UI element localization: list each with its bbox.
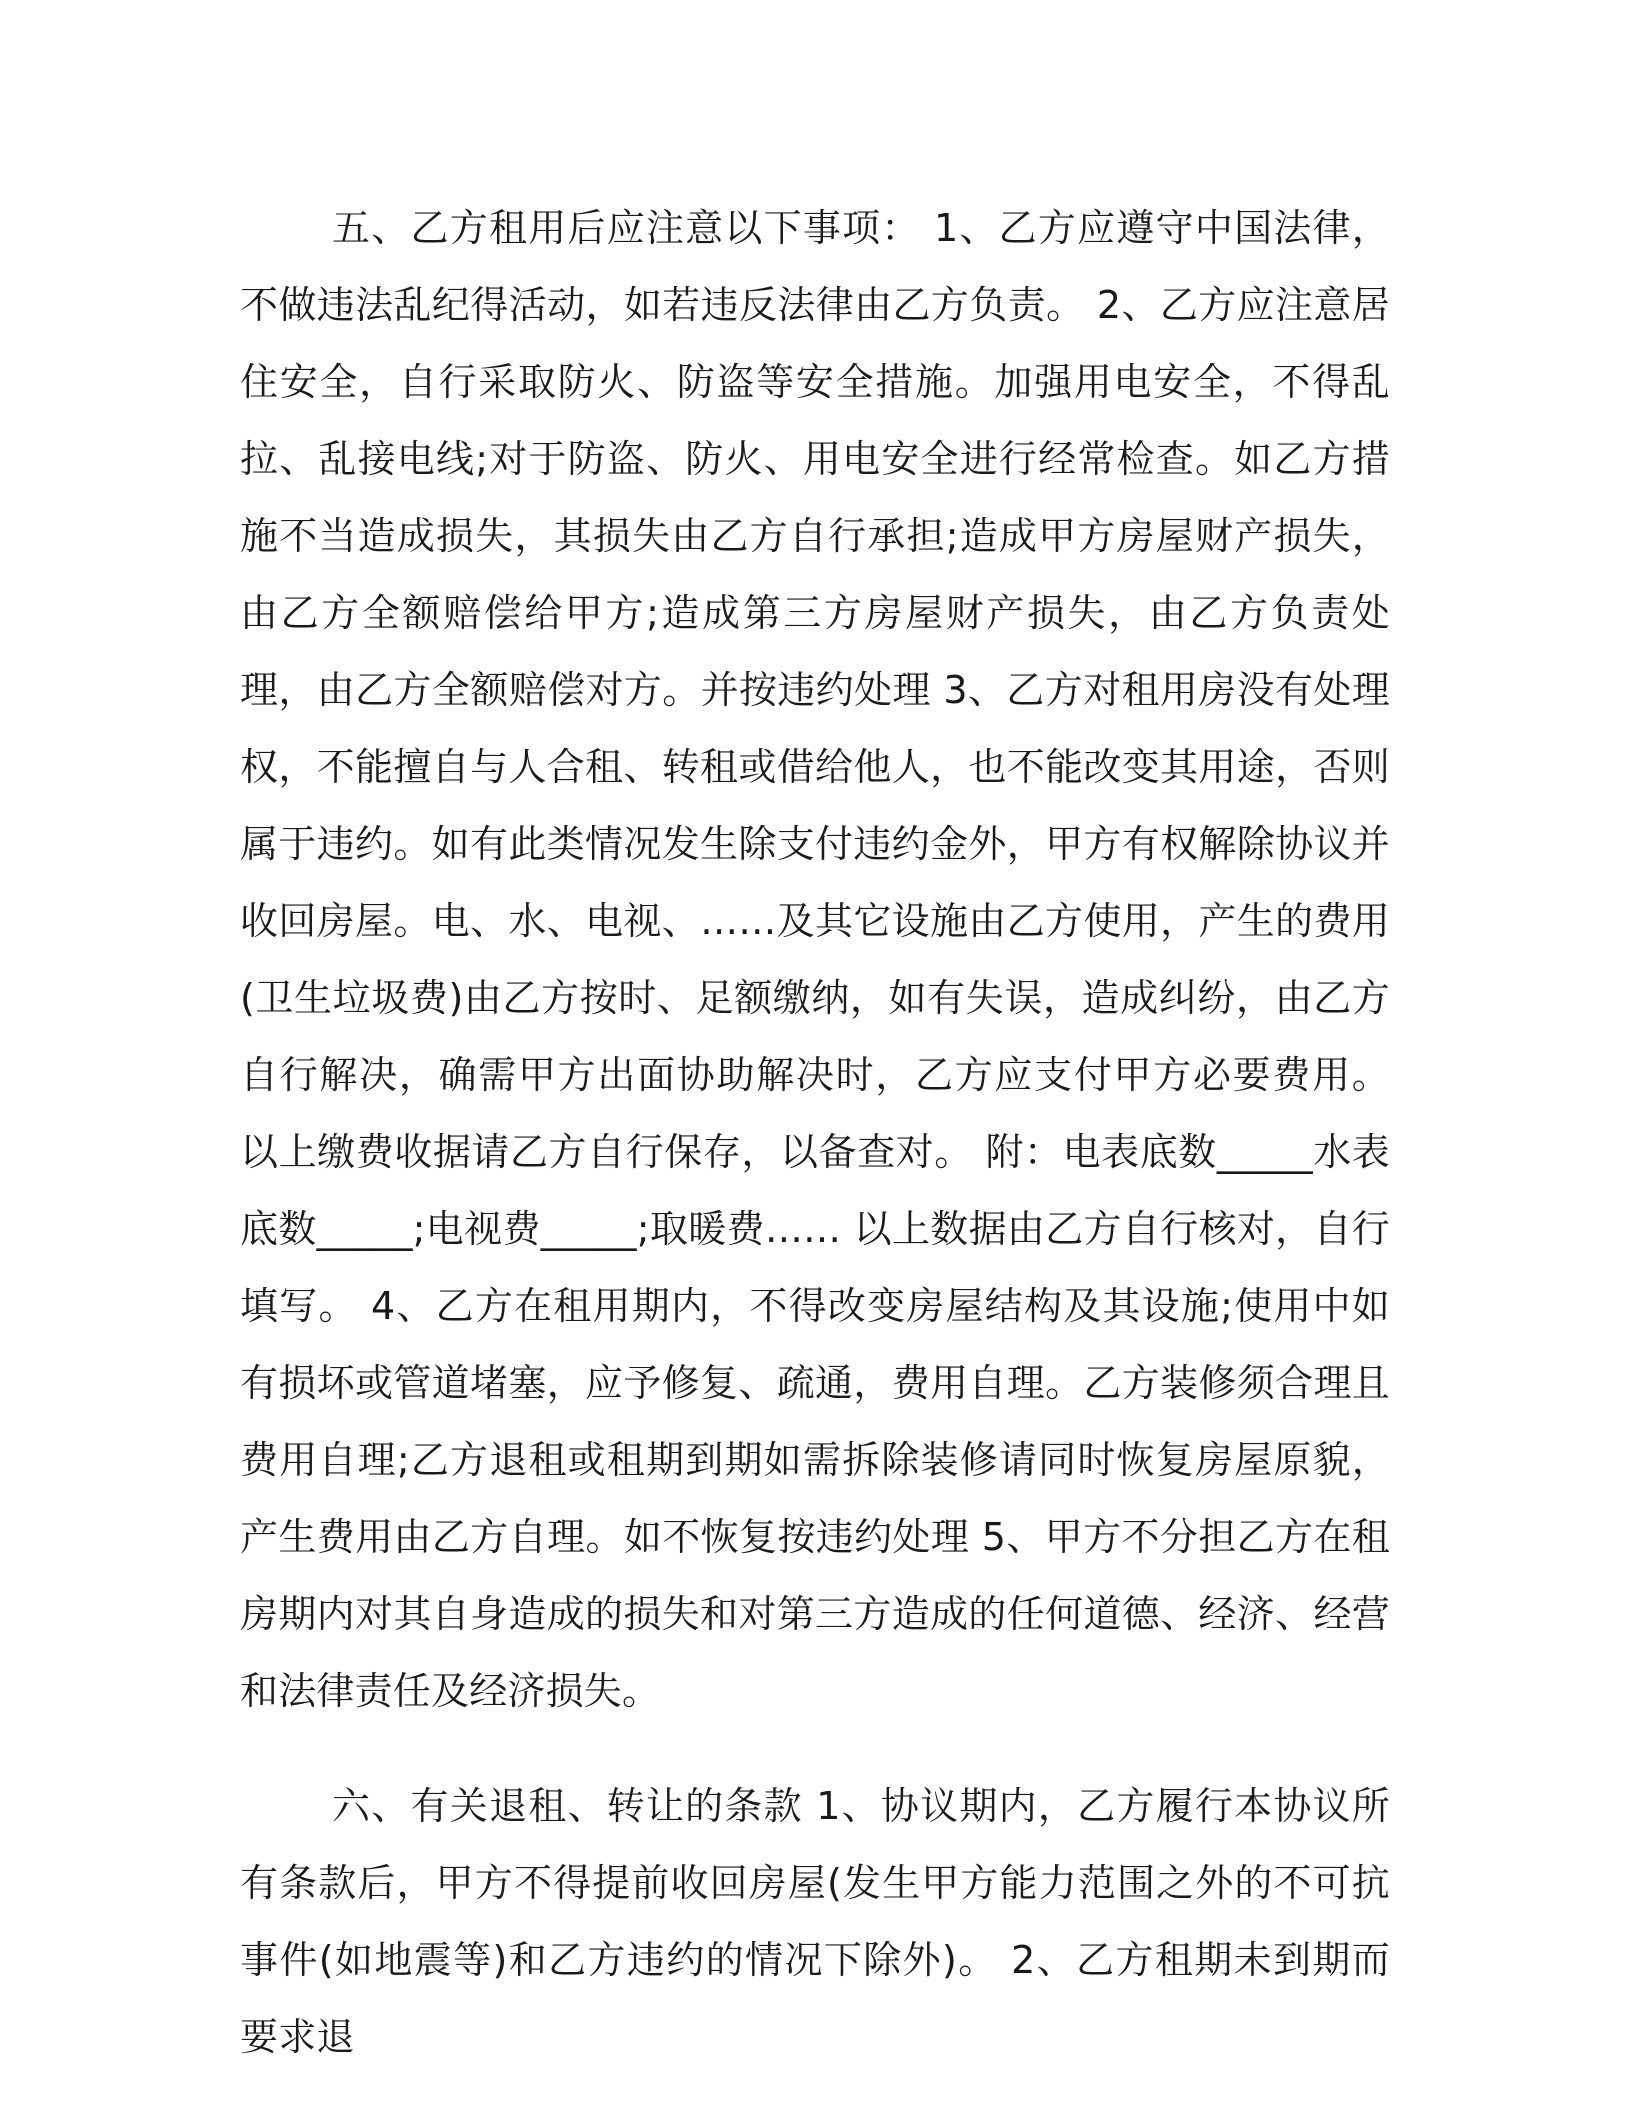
paragraph-section-5: 五、乙方租用后应注意以下事项： 1、乙方应遵守中国法律，不做违法乱纪得活动，如若违反法律由乙方负责。 2、乙方应注意居住安全，自行采取防火、防盗等安全措施。加强用电安全，不得乱拉、乱接电线;对于防盗、防火、用电安全进行经常检查。如乙方措施不当造成损失，其损失由乙方自行承担;造成甲方房屋财产损失，由乙方全额赔偿给甲方;造成第三方房屋财产损失，由乙方负责处理，由乙方全额赔偿对方。并按违约处理 3、乙方对租用房没有处理权，不能擅自与人合租、转租或借给他人，也不能改变其用途，否则属于违约。如有此类情况发生除支付违约金外，甲方有权解除协议并收回房屋。电、水、电视、……及其它设施由乙方使用，产生的费用(卫生垃圾费)由乙方按时、足额缴纳，如有失误，造成纠纷，由乙方自行解决，确需甲方出面协助解决时，乙方应支付甲方必要费用。 以上缴费收据请乙方自行保存，以备查对。 附：电表底数_____水表底数_____;电视费_____;取暖费…… 以上数据由乙方自行核对，自行填写。 4、乙方在租用期内，不得改变房屋结构及其设施;使用中如有损坏或管道堵塞，应予修复、疏通，费用自理。乙方装修须合理且费用自理;乙方退租或租期到期如需拆除装修请同时恢复房屋原貌，产生费用由乙方自理。如不恢复按违约处理 5、甲方不分担乙方在租房期内对其自身造成的损失和对第三方造成的任何道德、经济、经营和法律责任及经济损失。 [240,206,1390,1713]
document-body [240,190,1390,2076]
paragraph-section-6: 六、有关退租、转让的条款 1、协议期内，乙方履行本协议所有条款后，甲方不得提前收回房屋(发生甲方能力范围之外的不可抗事件(如地震等)和乙方违约的情况下除外)。 2、乙方租期未到期而要求退 [240,1784,1390,2059]
